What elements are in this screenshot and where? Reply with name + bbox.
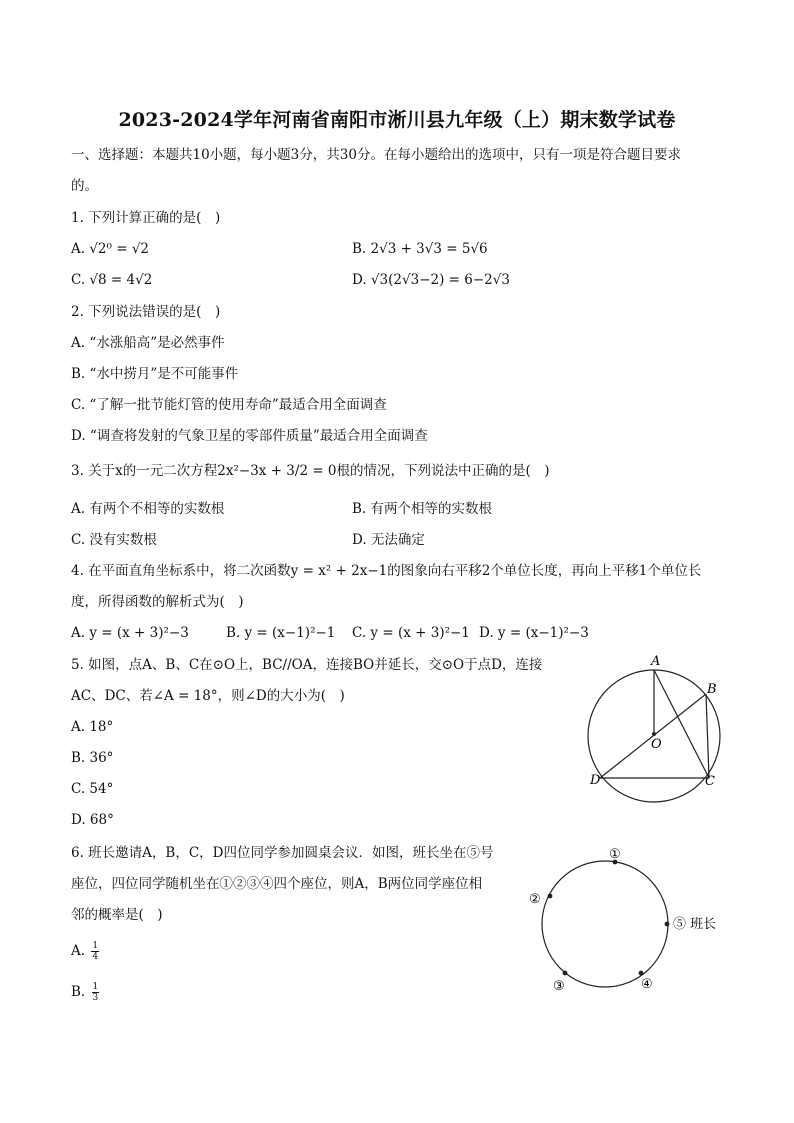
- q5-segment-bd: [600, 694, 706, 778]
- q5-center-dot: [652, 732, 656, 736]
- q6-option-b-numerator: 1: [92, 982, 99, 992]
- q6-label-seat-3: ③: [553, 979, 565, 994]
- q2-option-c: C. “了解一批节能灯管的使用寿命”最适合用全面调查: [71, 397, 387, 413]
- q5-stem-line1: 5. 如图，点A、B、C在⊙O上，BC//OA，连接BO并延长，交⊙O于点D，连接: [71, 657, 543, 673]
- section-intro-line2: 的。: [71, 178, 98, 194]
- q5-option-a: A. 18°: [71, 719, 114, 735]
- q3-option-c: C. 没有实数根: [71, 532, 157, 548]
- q6-seat-5-dot: [665, 922, 670, 927]
- q2-option-a: A. “水涨船高”是必然事件: [71, 335, 225, 351]
- q6-table-circle: [542, 861, 668, 987]
- q3-option-b: B. 有两个相等的实数根: [352, 501, 493, 517]
- q5-option-b: B. 36°: [71, 750, 114, 766]
- q1-stem: 1. 下列计算正确的是( ): [71, 210, 221, 226]
- q6-label-seat-1: ①: [609, 847, 621, 862]
- q1-option-d: D. √3(2√3−2) = 6−2√3: [352, 272, 510, 288]
- q4-option-c: C. y = (x + 3)²−1: [352, 625, 470, 641]
- q2-option-d: D. “调查将发射的气象卫星的零部件质量”最适合用全面调查: [71, 428, 428, 444]
- q5-option-c: C. 54°: [71, 781, 114, 797]
- q1-option-b: B. 2√3 + 3√3 = 5√6: [352, 241, 488, 257]
- q6-seat-4-dot: [639, 971, 644, 976]
- q4-stem-line1: 4. 在平面直角坐标系中，将二次函数y = x² + 2x−1的图象向右平移2个单位长度，再向上平移1个单位长: [71, 563, 702, 579]
- q4-option-b: B. y = (x−1)²−1: [226, 625, 336, 641]
- q6-seat-3-dot: [563, 971, 568, 976]
- section-intro-line1: 一、选择题：本题共10小题，每小题3分，共30分。在每小题给出的选项中，只有一项是符合题目要求: [71, 147, 681, 163]
- q6-option-a-label: A.: [71, 943, 86, 959]
- q3-option-d: D. 无法确定: [352, 532, 425, 548]
- q6-option-a-denominator: 4: [92, 952, 99, 962]
- q6-option-b-fraction: [92, 982, 100, 1003]
- q2-stem: 2. 下列说法错误的是( ): [71, 304, 221, 320]
- q6-option-b: [71, 982, 99, 1003]
- q1-option-c: C. √8 = 4√2: [71, 272, 153, 288]
- q4-option-d: D. y = (x−1)²−3: [479, 625, 589, 641]
- q6-label-seat-5: ⑤ 班长: [673, 917, 717, 932]
- q6-stem-line1: 6. 班长邀请A，B，C，D四位同学参加圆桌会议．如图，班长坐在⑤号: [71, 845, 494, 861]
- page-title: 2023-2024学年河南省南阳市淅川县九年级（上）期末数学试卷: [118, 109, 676, 131]
- q5-label-c: C: [705, 774, 715, 789]
- q5-label-d: D: [590, 773, 601, 788]
- q5-option-d: D. 68°: [71, 812, 114, 828]
- q6-option-a: [71, 941, 99, 962]
- q6-stem-line2: 座位，四位同学随机坐在①②③④四个座位，则A，B两位同学座位相: [71, 876, 483, 892]
- q5-label-a: A: [651, 654, 661, 669]
- q6-option-b-denominator: 3: [92, 993, 99, 1003]
- q6-option-a-numerator: 1: [92, 941, 99, 951]
- q5-stem-line2: AC、DC、若∠A = 18°，则∠D的大小为( ): [71, 688, 345, 704]
- q6-label-seat-2: ②: [529, 892, 541, 907]
- q2-option-b: B. “水中捞月”是不可能事件: [71, 366, 239, 382]
- q6-label-seat-4: ④: [641, 977, 653, 992]
- q5-circle-figure: [580, 650, 740, 810]
- q6-option-a-fraction: [91, 941, 99, 962]
- q4-stem-line2: 度，所得函数的解析式为( ): [71, 594, 244, 610]
- q6-seating-figure: [520, 840, 730, 1000]
- q6-seat-2-dot: [548, 894, 553, 899]
- q5-label-b: B: [707, 682, 717, 697]
- q6-option-b-label: B.: [71, 984, 86, 1000]
- q3-option-a: A. 有两个不相等的实数根: [71, 501, 225, 517]
- q1-option-a: A. √2⁰ = √2: [71, 241, 150, 257]
- q3-stem: 3. 关于x的一元二次方程2x²−3x + 3/2 = 0根的情况，下列说法中正确的是( ): [71, 463, 550, 479]
- q6-stem-line3: 邻的概率是( ): [71, 907, 163, 923]
- q5-segment-ac: [654, 670, 709, 778]
- q4-option-a: A. y = (x + 3)²−3: [71, 625, 189, 641]
- q5-label-o: O: [651, 737, 662, 752]
- q5-segment-bc: [706, 694, 709, 778]
